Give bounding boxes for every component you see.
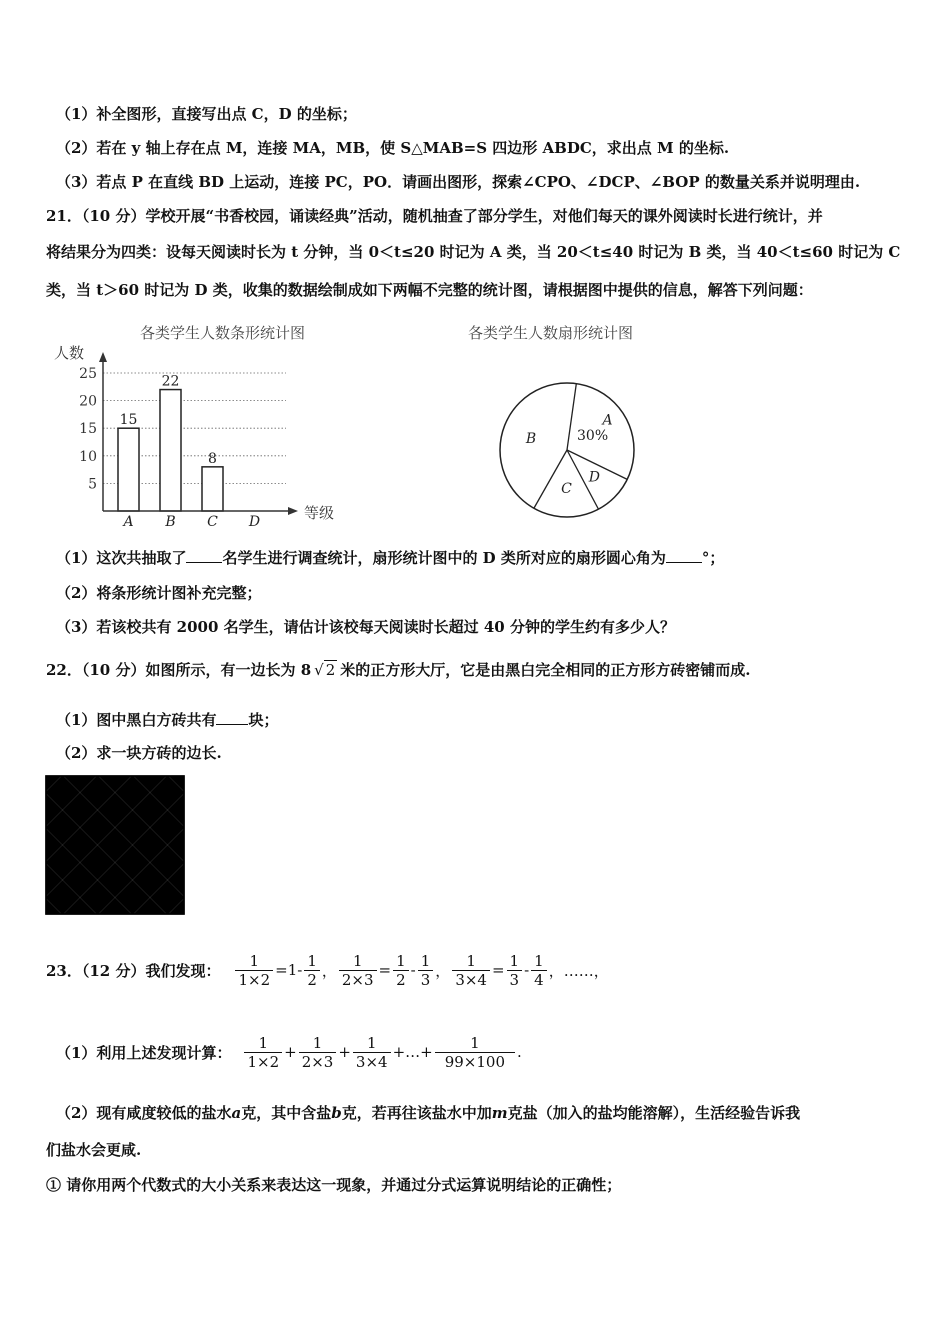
eq1-eq: =1- [275, 961, 303, 979]
sum-term-1: $\frac{1}{1\times 2}$ [244, 1034, 282, 1071]
q21-part1-b: 名学生进行调查统计，扇形统计图中的 D 类所对应的扇形圆心角为 [222, 549, 666, 567]
eq3-minus: - [524, 961, 530, 979]
q20-part1: （1）补全图形，直接写出点 C，D 的坐标； [56, 105, 357, 123]
answer-blank-angle[interactable] [666, 548, 702, 563]
pie-slice-label-D: D [588, 469, 600, 486]
bar-value-label: 22 [161, 373, 180, 390]
bar-x-arrow [288, 507, 298, 515]
pie-slice-label-C: C [561, 480, 572, 497]
sum-term-last: $\frac{1}{99\times 100}$ [435, 1034, 515, 1071]
q21-line3: 类，当 t＞60 时记为 D 类，收集的数据绘制成如下两幅不完整的统计图，请根据图中提供的信息，解答下列问题： [46, 281, 813, 299]
eq3-lhs: $\frac{1}{3\times 4}$ [452, 952, 490, 989]
sum-period: . [517, 1043, 522, 1061]
q23-p2a: （2）现有咸度较低的盐水 [56, 1104, 232, 1122]
eq2-minus: - [410, 961, 416, 979]
var-a: a [231, 1104, 242, 1122]
q23-part1: （1）利用上述发现计算： [56, 1043, 232, 1062]
pie-chart-title: 各类学生人数扇形统计图 [468, 324, 634, 342]
bar-y-tick: 5 [88, 476, 97, 493]
plus-2: + [338, 1043, 351, 1061]
bar-category-label: C [207, 514, 218, 530]
q23-p2b: 克，其中含盐 [241, 1104, 332, 1122]
pie-chart [495, 356, 645, 526]
q23-p2c: 克，若再往该盐水中加 [341, 1104, 492, 1122]
q23-part2-line2: 们盐水会更咸. [46, 1141, 142, 1159]
q23-intro-line [46, 940, 610, 1000]
bar-value-label: 8 [208, 450, 217, 467]
comma-1: ， [321, 961, 337, 980]
eq2-mid: $\frac{1}{2}$ [393, 952, 409, 989]
answer-blank-tiles[interactable] [216, 710, 248, 725]
q21-part1-c: °； [701, 549, 725, 567]
pie-percent-label: 30% [577, 428, 609, 444]
q23-part1-line [56, 1022, 523, 1082]
bar-category-label: A [123, 514, 134, 530]
var-m: m [491, 1104, 508, 1122]
q21-part1 [56, 548, 724, 568]
q22-part1-b: 块； [248, 711, 279, 729]
eq3-eq: = [491, 961, 505, 979]
eq2-eq: = [378, 961, 392, 979]
q22-stem-post: 米的正方形大厅，它是由黑白完全相同的正方形方砖密铺而成. [340, 661, 751, 679]
eq1-rhs: $\frac{1}{2}$ [304, 952, 320, 989]
q21-part3: （3）若该校共有 2000 名学生，请估计该校每天阅读时长超过 40 分钟的学生约有多少人？ [56, 618, 675, 636]
bar-x-label: 等级 [304, 504, 335, 522]
q21-line1: 21．（10 分）学校开展“书香校园，诵读经典”活动，随机抽查了部分学生，对他们每天的课外阅读时长进行统计，并 [46, 207, 823, 225]
var-b: b [331, 1104, 342, 1122]
checkerboard-tile-figure [45, 775, 185, 915]
bar-B [160, 390, 181, 511]
q20-part2: （2）若在 y 轴上存在点 M，连接 MA，MB，使 S△MAB=S 四边形 ABDC，求出点 M 的坐标. [56, 139, 730, 157]
eq2-lhs: $\frac{1}{2\times 3}$ [339, 952, 377, 989]
q20-part3: （3）若点 P 在直线 BD 上运动，连接 PC，PO．请画出图形，探索∠CPO、∠DCP、∠BOP 的数量关系并说明理由. [56, 173, 861, 191]
plus-1: + [284, 1043, 297, 1061]
eq3-rhs: $\frac{1}{4}$ [531, 952, 547, 989]
sum-term-3: $\frac{1}{3\times 4}$ [353, 1034, 391, 1071]
q22-stem-pre: 22．（10 分）如图所示，有一边长为 8 [46, 661, 312, 679]
sum-term-2: $\frac{1}{2\times 3}$ [299, 1034, 337, 1071]
q22-part1-a: （1）图中黑白方砖共有 [56, 711, 217, 729]
q22-stem [46, 660, 750, 680]
q22-part2: （2）求一块方砖的边长. [56, 744, 222, 762]
bar-y-tick: 10 [79, 448, 97, 465]
bar-chart [48, 336, 348, 531]
sqrt-radical: √ 2 [314, 661, 336, 679]
sum-ellipsis: +…+ [392, 1043, 433, 1061]
eq3-mid: $\frac{1}{3}$ [507, 952, 523, 989]
bar-value-label: 15 [119, 412, 138, 429]
q23-p2d: 克盐（加入的盐均能溶解），生活经验告诉我 [507, 1104, 801, 1122]
bar-C [202, 467, 223, 511]
q23-tail: ，……， [548, 961, 609, 980]
bar-category-label: D [248, 514, 261, 530]
bar-y-arrow [99, 352, 107, 362]
bar-y-tick: 15 [79, 421, 97, 438]
eq1-lhs: $\frac{1}{1\times 2}$ [235, 952, 273, 989]
bar-y-tick: 20 [79, 393, 97, 410]
q21-line2: 将结果分为四类：设每天阅读时长为 t 分钟，当 0＜t≤20 时记为 A 类，当 20＜t≤40 时记为 B 类，当 40＜t≤60 时记为 C [46, 243, 901, 261]
sqrt-radicand: 2 [325, 661, 336, 679]
pie-slice-label-A: A [602, 412, 613, 429]
q21-part1-a: （1）这次共抽取了 [56, 549, 187, 567]
bar-A [118, 428, 139, 511]
q22-part1 [56, 710, 278, 730]
eq2-rhs: $\frac{1}{3}$ [418, 952, 434, 989]
q21-part2: （2）将条形统计图补充完整； [56, 584, 262, 602]
bar-y-tick: 25 [79, 366, 97, 382]
bar-y-label: 人数 [54, 344, 85, 362]
q23-intro: 23．（12 分）我们发现： [46, 961, 221, 980]
pie-slice-label-B: B [525, 430, 537, 447]
bar-category-label: B [165, 514, 176, 530]
q23-part2-line1 [56, 1103, 800, 1123]
answer-blank-count[interactable] [186, 548, 222, 563]
comma-2: ， [435, 961, 451, 980]
bar-chart-title: 各类学生人数条形统计图 [140, 324, 306, 342]
q23-part2-circled1: ① 请你用两个代数式的大小关系来表达这一现象，并通过分式运算说明结论的正确性； [46, 1176, 622, 1194]
